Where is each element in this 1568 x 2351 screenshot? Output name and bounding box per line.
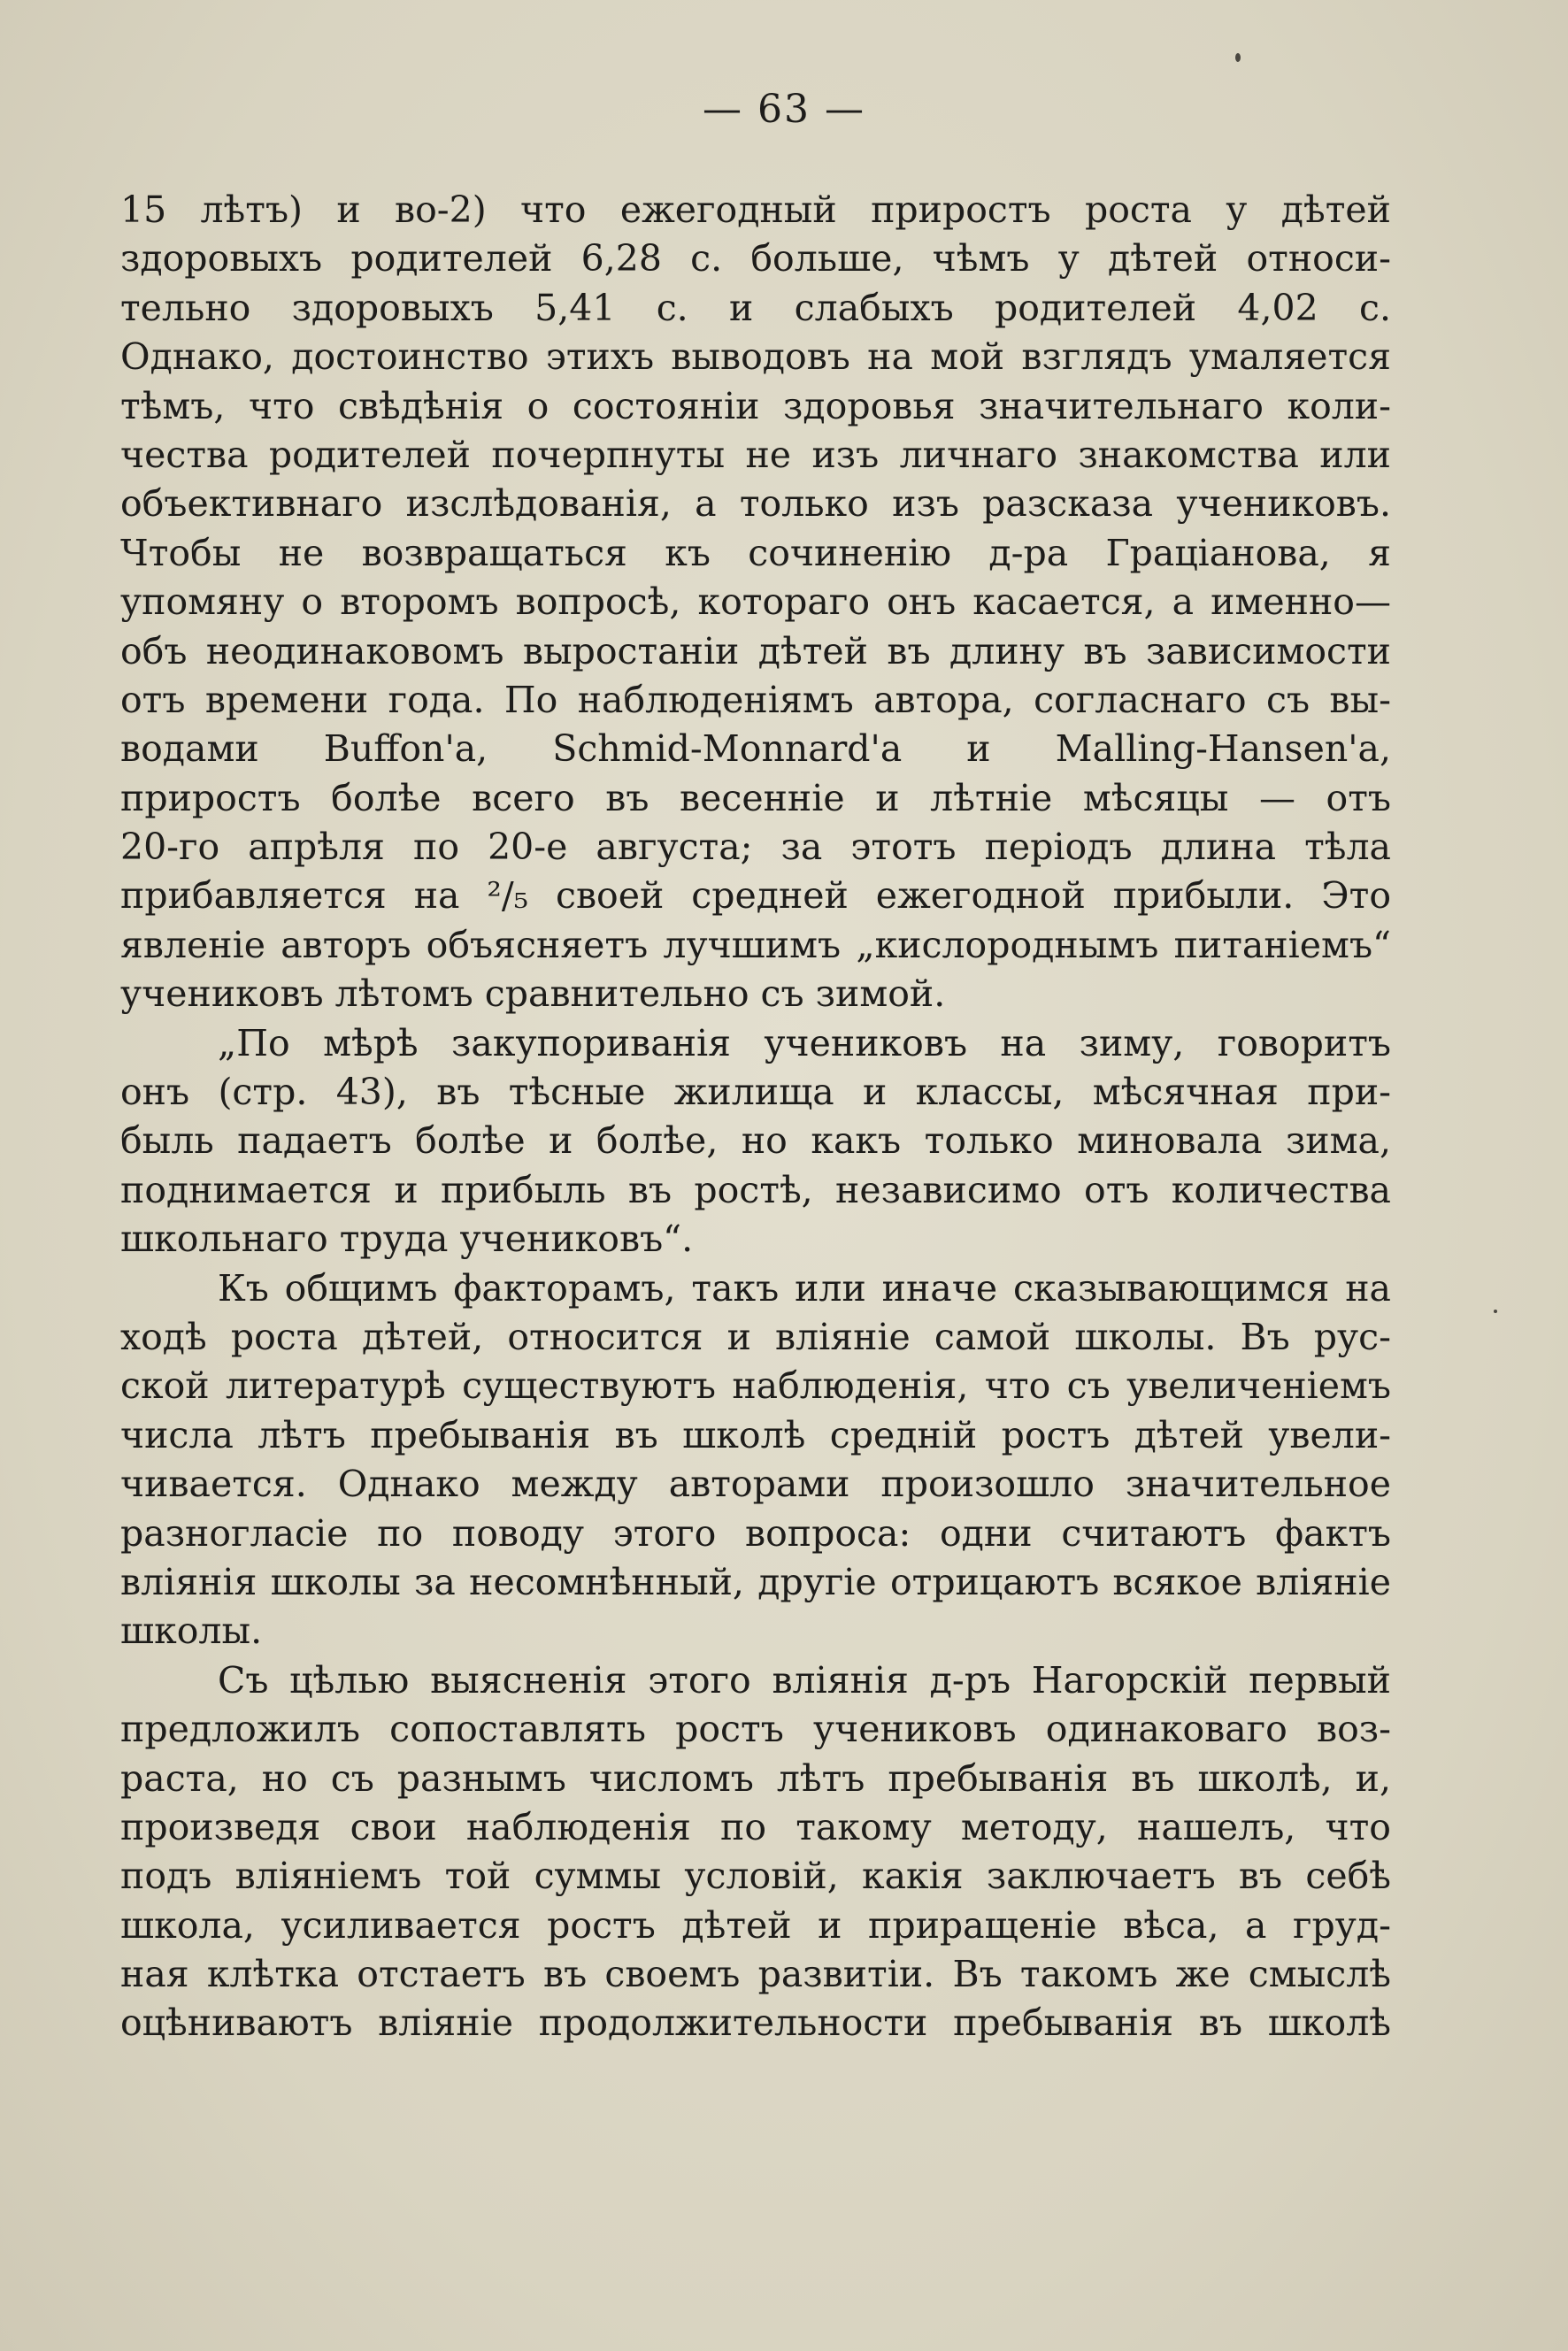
text-line: объективнаго изслѣдованія, а только изъ разсказа учениковъ. (120, 482, 1391, 526)
text-line: тельно здоровыхъ 5,41 с. и слабыхъ родителей 4,02 с. (120, 286, 1391, 329)
text-line: быль падаетъ болѣе и болѣе, но какъ только миновала зима, (120, 1119, 1391, 1163)
text-line: школы. (120, 1610, 263, 1653)
text-line: „По мѣрѣ закупориванія учениковъ на зиму, говоритъ (218, 1021, 1391, 1064)
text-line: ской литературѣ существуютъ наблюденія, что съ увеличеніемъ (120, 1364, 1391, 1408)
text-line: вліянія школы за несомнѣнный, другіе отрицаютъ всякое вліяніе (120, 1560, 1391, 1603)
page-number: — 63 — (703, 87, 865, 132)
text-line: здоровыхъ родителей 6,28 с. больше, чѣмъ у дѣтей относи- (120, 237, 1391, 280)
text-line: предложилъ сопоставлять ростъ учениковъ одинаковаго воз- (120, 1708, 1391, 1751)
text-line: явленіе авторъ объясняетъ лучшимъ „кислороднымъ питаніемъ“ (120, 923, 1391, 966)
text-line: приростъ болѣе всего въ весенніе и лѣтніе мѣсяцы — отъ (120, 776, 1391, 819)
text-line: разногласіе по поводу этого вопроса: одни считаютъ фактъ (120, 1511, 1391, 1555)
text-line: числа лѣтъ пребыванія въ школѣ средній ростъ дѣтей увели- (120, 1413, 1391, 1456)
text-line: 20-го апрѣля по 20-е августа; за этотъ періодъ длина тѣла (120, 826, 1391, 869)
text-line: Однако, достоинство этихъ выводовъ на мой взглядъ умаляется (120, 335, 1391, 379)
text-line: отъ времени года. По наблюденіямъ автора, согласнаго съ вы- (120, 678, 1391, 721)
text-line: тѣмъ, что свѣдѣнія о состояніи здоровья значительнаго коли- (120, 384, 1391, 427)
text-line: школа, усиливается ростъ дѣтей и приращеніе вѣса, а груд- (120, 1903, 1391, 1947)
text-line: ная клѣтка отстаетъ въ своемъ развитіи. Въ такомъ же смыслѣ (120, 1953, 1391, 1996)
paper-speck (1235, 53, 1241, 62)
text-line: 15 лѣтъ) и во-2) что ежегодный приростъ роста у дѣтей (120, 188, 1391, 231)
text-line: поднимается и прибыль въ ростѣ, независимо отъ количества (120, 1168, 1391, 1211)
text-line: онъ (стр. 43), въ тѣсные жилища и классы, мѣсячная при- (120, 1071, 1391, 1114)
text-line: чества родителей почерпнуты не изъ личнаго знакомства или (120, 433, 1391, 476)
text-line: объ неодинаковомъ выростаніи дѣтей въ длину въ зависимости (120, 629, 1391, 672)
text-line: прибавляется на ²/₅ своей средней ежегодной прибыли. Это (120, 874, 1391, 918)
body-text (120, 186, 1391, 2048)
text-line: чивается. Однако между авторами произошло значительное (120, 1463, 1391, 1506)
text-line: ходѣ роста дѣтей, относится и вліяніе самой школы. Въ рус- (120, 1315, 1391, 1358)
text-line: упомяну о второмъ вопросѣ, котораго онъ касается, а именно— (120, 580, 1391, 624)
text-line: Къ общимъ факторамъ, такъ или иначе сказывающимся на (218, 1266, 1391, 1310)
text-line: Съ цѣлью выясненія этого вліянія д-ръ Нагорскій первый (218, 1658, 1391, 1702)
text-line: произведя свои наблюденія по такому методу, нашелъ, что (120, 1805, 1391, 1848)
text-line: школьнаго труда учениковъ“. (120, 1218, 694, 1261)
text-line: раста, но съ разнымъ числомъ лѣтъ пребыванія въ школѣ, и, (120, 1756, 1391, 1800)
paper-speck (1494, 1310, 1497, 1313)
text-line: оцѣниваютъ вліяніе продолжительности пребыванія въ школѣ (120, 2001, 1391, 2045)
text-line: подъ вліяніемъ той суммы условій, какія заключаетъ въ себѣ (120, 1855, 1391, 1898)
text-line: Чтобы не возвращаться къ сочиненію д-ра Граціанова, я (120, 531, 1391, 574)
text-line: водами Buffon'а, Schmid-Monnard'а и Malling-Hansen'а, (120, 727, 1391, 771)
text-line: учениковъ лѣтомъ сравнительно съ зимой. (120, 972, 946, 1016)
